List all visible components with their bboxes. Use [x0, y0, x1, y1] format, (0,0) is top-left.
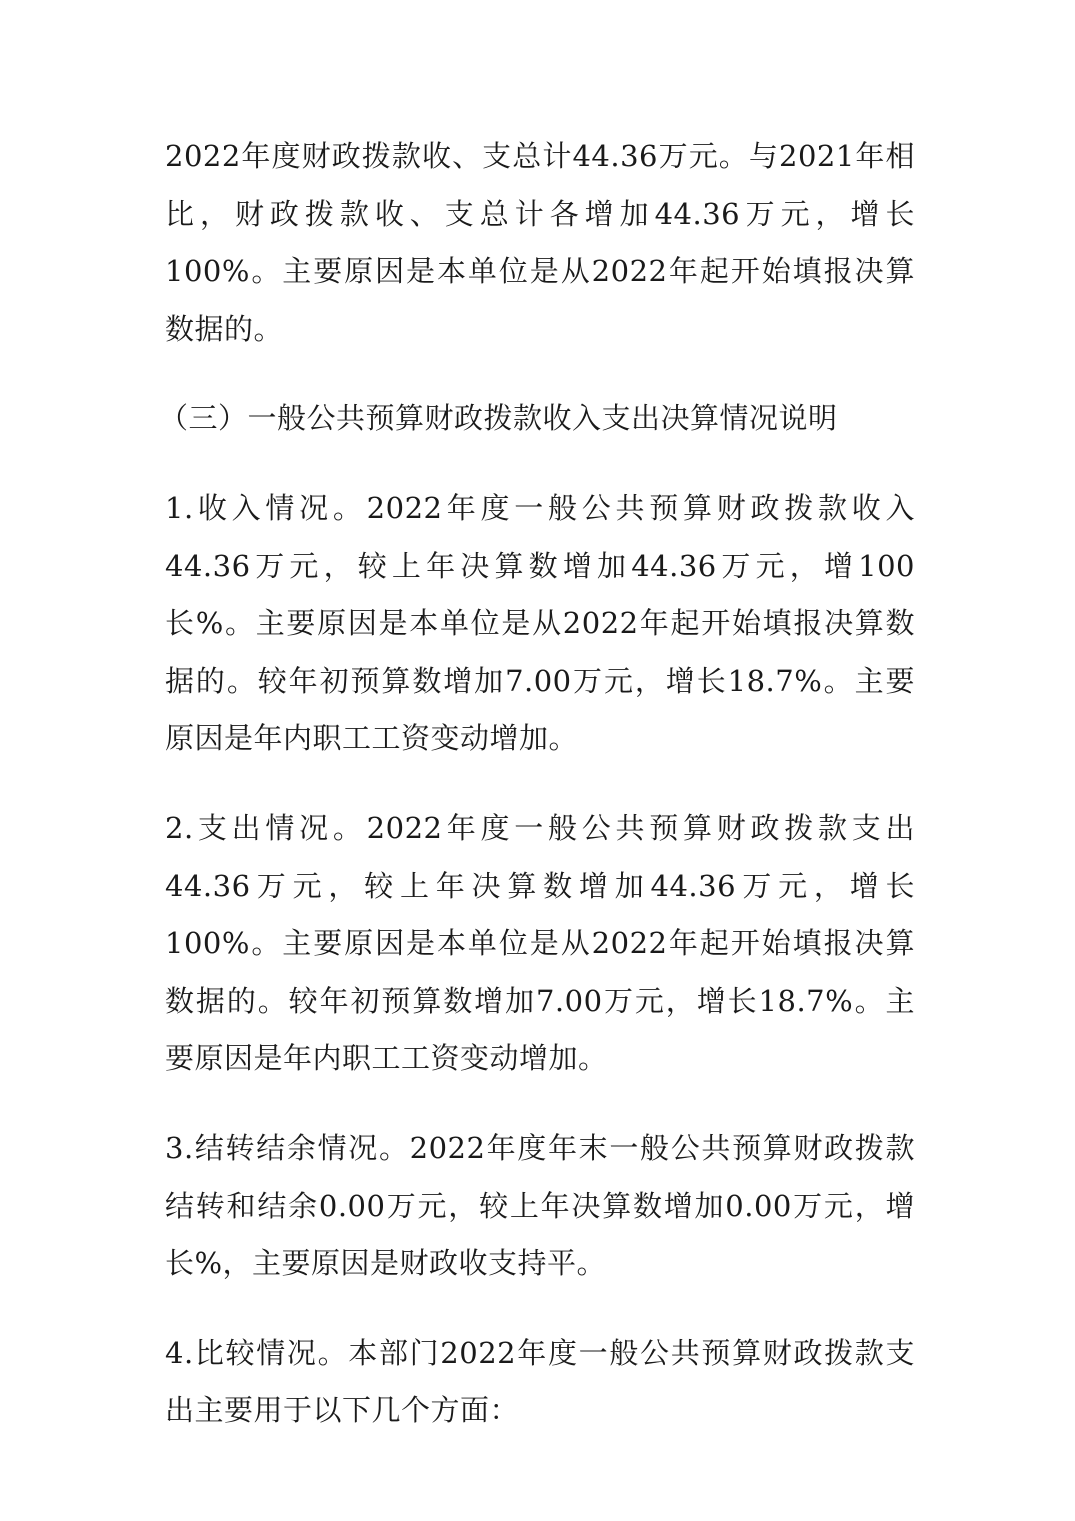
paragraph-comparison: 4.比较情况。本部门2022年度一般公共预算财政拨款支出主要用于以下几个方面：	[165, 1335, 915, 1428]
section-heading-general-budget: （三）一般公共预算财政拨款收入支出决算情况说明	[159, 401, 838, 436]
paragraph-income: 1.收入情况。2022年度一般公共预算财政拨款收入44.36万元，较上年决算数增加44.36万元，增100长%。主要原因是本单位是从2022年起开始填报决算数据的。较年初预算数增加7.00万元，增长18.7%。主要原因是年内职工工资变动增加。	[165, 490, 915, 756]
paragraph-expenditure: 2.支出情况。2022年度一般公共预算财政拨款支出44.36万元，较上年决算数增加44.36万元，增长100%。主要原因是本单位是从2022年起开始填报决算数据的。较年初预算数增加7.00万元，增长18.7%。主要原因是年内职工工资变动增加。	[165, 810, 915, 1076]
paragraph-carryover: 3.结转结余情况。2022年度年末一般公共预算财政拨款结转和结余0.00万元，较上年决算数增加0.00万元，增长%，主要原因是财政收支持平。	[165, 1130, 915, 1281]
document-body	[159, 128, 915, 1472]
paragraph-total-appropriation: 2022年度财政拨款收、支总计44.36万元。与2021年相比，财政拨款收、支总计各增加44.36万元，增长100%。主要原因是本单位是从2022年起开始填报决算数据的。	[165, 139, 915, 346]
